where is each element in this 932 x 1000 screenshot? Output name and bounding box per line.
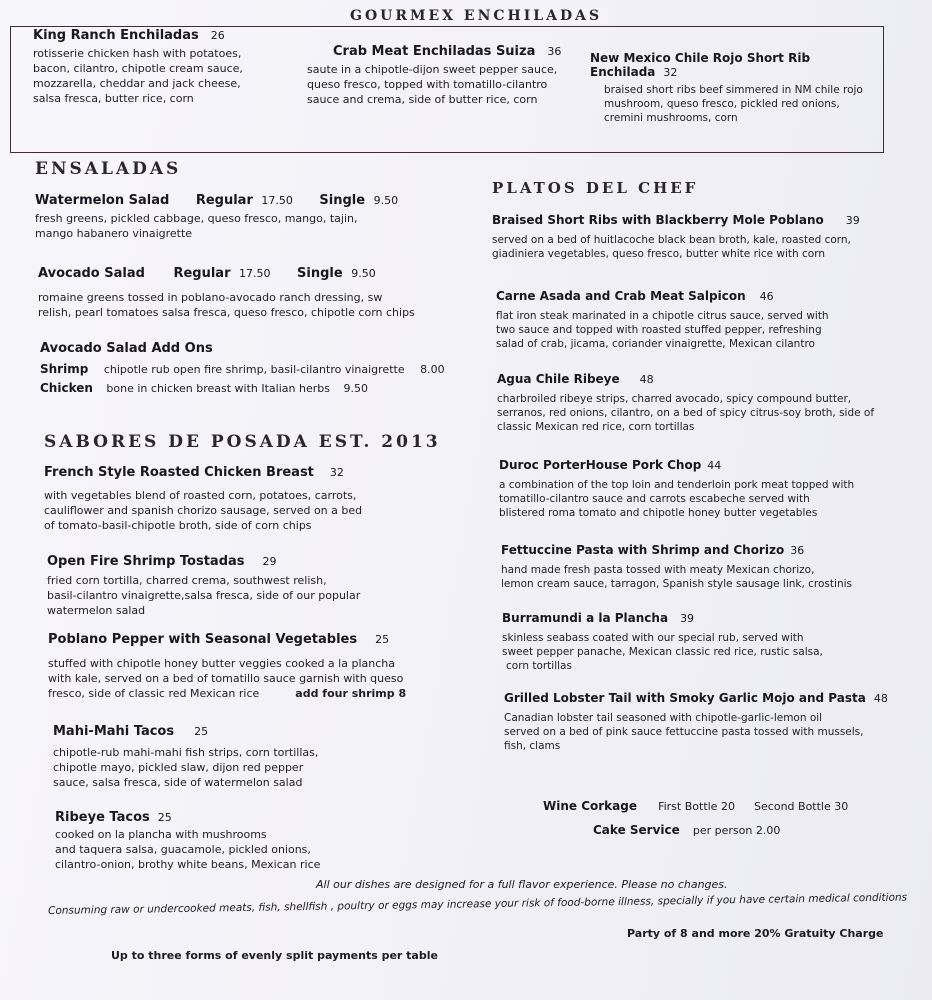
food-safety-warning: Consuming raw or undercooked meats, fish, shellfish , poultry or eggs may increase your risk of food-borne illness, specially if you have certain medical conditions [48,891,908,917]
item-desc-line: sauce, salsa fresca, side of watermelon salad [53,776,303,789]
regular-price: 17.50 [261,194,293,207]
item-name: Carne Asada and Crab Meat Salpicon [496,289,746,303]
item-price: 44 [707,459,722,472]
item-desc-line: mushroom, queso fresco, pickled red onions, [604,98,840,110]
regular-label: Regular [173,266,231,281]
regular-price: 17.50 [239,267,271,280]
avocado-addons [40,341,460,396]
no-changes-note: All our dishes are designed for a full flavor experience. Please no changes. [316,878,728,891]
item-desc-line: queso fresco, topped with tomatillo-cilantro [307,78,548,91]
item-price: 32 [329,466,344,479]
addon-desc: bone in chicken breast with Italian herbs [106,382,330,395]
wine-corkage [543,795,848,814]
item-desc-line: with vegetables blend of roasted corn, potatoes, carrots, [44,489,357,502]
item-extra: add four shrimp 8 [295,687,407,700]
item-desc-line: classic Mexican red rice, corn tortillas [497,421,695,433]
split-payments: Up to three forms of evenly split payments per table [111,949,438,962]
menu-item-poblano-pepper [48,632,468,701]
item-price: 26 [210,29,225,42]
item-price: 36 [547,45,562,58]
corkage-label: Wine Corkage [543,799,637,813]
addons-title: Avocado Salad Add Ons [40,341,213,356]
menu-item-agua-chile [497,372,897,434]
item-desc-line: served on a bed of pink sauce fettuccine pasta tossed with mussels, [504,726,864,738]
item-desc-line: fresh greens, pickled cabbage, queso fresco, mango, tajin, [35,212,358,225]
menu-item-avocado-salad [38,266,458,320]
item-desc-line: relish, pearl tomatoes salsa fresca, queso fresco, chipotle corn chips [38,306,415,319]
item-desc-line: giadiniera vegetables, queso fresco, butter white rice with corn [492,248,826,260]
item-desc-line: cauliflower and spanish chorizo sausage, served on a bed [44,504,363,517]
item-name: Agua Chile Ribeye [497,372,620,386]
menu-item-lobster-tail [504,691,904,753]
item-desc-line: chipotle-rub mahi-mahi fish strips, corn tortillas, [53,746,319,759]
item-desc-line: of tomato-basil-chipotle broth, side of corn chips [44,519,312,532]
menu-item-pork-chop [499,458,899,520]
item-desc-line: flat iron steak marinated in a chipotle citrus sauce, served with [496,310,829,322]
single-price: 9.50 [373,194,399,207]
item-desc-line: served on a bed of huitlacoche black bean broth, kale, roasted corn, [492,234,851,246]
item-name: French Style Roasted Chicken Breast [44,465,314,480]
item-desc-line: salsa fresca, butter rice, corn [33,92,194,105]
addon-price: 9.50 [343,382,368,395]
sabores-heading: SABORES DE POSADA EST. 2013 [44,432,441,452]
item-desc-line: Canadian lobster tail seasoned with chipotle-garlic-lemon oil [504,712,823,724]
item-desc-line: stuffed with chipotle honey butter veggies cooked a la plancha [48,657,395,670]
item-desc-line: with kale, served on a bed of tomatillo sauce garnish with queso [48,672,404,685]
item-name: Burramundi a la Plancha [502,611,669,625]
item-name: Open Fire Shrimp Tostadas [47,554,245,569]
gourmex-heading: GOURMEX ENCHILADAS [344,8,608,24]
item-price: 39 [680,612,695,625]
item-desc-line: mozzarella, cheddar and jack cheese, [33,77,241,90]
item-price: 36 [790,544,805,557]
item-desc-line: romaine greens tossed in poblano-avocado ranch dressing, sw [38,291,383,304]
item-price: 32 [663,66,678,79]
addon-desc: chipotle rub open fire shrimp, basil-cilantro vinaigrette [103,363,405,376]
item-desc-line: skinless seabass coated with our special rub, served with [502,632,804,644]
cake-label: Cake Service [593,823,680,837]
menu-item-watermelon-salad [35,193,455,241]
item-desc-line: blistered roma tomato and chipotle honey butter vegetables [499,507,818,519]
menu-item-carne-asada [496,289,876,351]
item-name: Avocado Salad [38,266,145,281]
item-desc-line: salad of crab, jicama, coriander vinaigrette, Mexican cilantro [496,338,815,350]
item-desc-line: sauce and crema, side of butter rice, corn [307,93,538,106]
corkage-second: Second Bottle 30 [754,800,849,813]
item-desc-line: hand made fresh pasta tossed with meaty Mexican chorizo, [501,564,815,576]
menu-item-short-rib-enchilada [590,51,872,125]
item-desc-line: chipotle mayo, pickled slaw, dijon red pepper [53,761,304,774]
addon-price: 8.00 [420,363,445,376]
menu-item-crab-enchiladas [307,44,577,107]
item-desc-line: rotisserie chicken hash with potatoes, [33,47,242,60]
item-name: Watermelon Salad [35,193,170,208]
item-price: 48 [639,373,654,386]
addon-row [40,362,460,377]
item-name: King Ranch Enchiladas [33,28,199,43]
item-name: Mahi-Mahi Tacos [53,724,175,739]
item-price: 25 [157,811,172,824]
item-name: Fettuccine Pasta with Shrimp and Chorizo [501,543,785,557]
item-price: 25 [375,633,390,646]
menu-item-fettuccine [501,543,901,591]
cake-service [593,819,780,838]
item-desc-line: cremini mushrooms, corn [604,112,738,124]
menu-item-braised-short-ribs [492,213,872,261]
cake-detail: per person 2.00 [692,824,781,837]
item-name: Ribeye Tacos [55,810,150,825]
item-desc-line: saute in a chipotle-dijon sweet pepper sauce, [307,63,558,76]
item-desc-line: tomatillo-cilantro sauce and carrots escabeche served with [499,493,810,505]
corkage-first: First Bottle 20 [658,800,735,813]
item-desc-line: lemon cream sauce, tarragon, Spanish style sausage link, crostinis [501,578,852,590]
item-name: Braised Short Ribs with Blackberry Mole Poblano [492,213,824,227]
item-name: New Mexico Chile Rojo Short Rib Enchilada [590,51,811,79]
item-desc-line: fresco, side of classic red Mexican rice [48,687,260,700]
regular-label: Regular [195,193,253,208]
single-label: Single [297,266,343,281]
item-desc-line: serranos, red onions, cilantro, on a bed of spicy citrus-soy broth, side of [497,407,875,419]
item-desc-line: charbroiled ribeye strips, charred avocado, spicy compound butter, [497,393,852,405]
menu-item-ribeye-tacos [55,810,455,872]
addon-row [40,381,460,396]
item-desc-line: bacon, cilantro, chipotle cream sauce, [33,62,243,75]
item-desc-line: braised short ribs beef simmered in NM chile rojo [604,84,863,96]
item-desc-line: two sauce and topped with roasted stuffed pepper, refreshing [496,324,822,336]
item-desc-line: cilantro-onion, brothy white beans, Mexican rice [55,858,321,871]
item-price: 48 [873,692,888,705]
item-price: 29 [262,555,277,568]
item-name: Grilled Lobster Tail with Smoky Garlic Mojo and Pasta [504,691,866,705]
item-desc-line: and taquera salsa, guacamole, pickled onions, [55,843,311,856]
addon-label: Shrimp [40,362,89,376]
item-price: 46 [759,290,774,303]
item-name: Poblano Pepper with Seasonal Vegetables [48,632,358,647]
menu-item-barramundi [502,611,902,673]
platos-heading: PLATOS DEL CHEF [492,179,699,197]
item-desc-line: corn tortillas [506,660,572,672]
single-label: Single [319,193,366,208]
ensaladas-heading: ENSALADAS [35,159,182,179]
menu-item-shrimp-tostadas [47,554,447,618]
addon-label: Chicken [40,381,93,395]
item-desc-line: fish, clams [504,740,561,752]
item-name: Duroc PorterHouse Pork Chop [499,458,702,472]
item-desc-line: mango habanero vinaigrette [35,227,193,240]
menu-item-roasted-chicken [44,465,444,533]
single-price: 9.50 [351,267,376,280]
menu-item-mahi-tacos [53,724,453,790]
party-gratuity: Party of 8 and more 20% Gratuity Charge [627,927,884,940]
item-price: 25 [194,725,209,738]
item-desc-line: basil-cilantro vinaigrette,salsa fresca, side of our popular [47,589,361,602]
item-price: 39 [845,214,860,227]
item-desc-line: a combination of the top loin and tenderloin pork meat topped with [499,479,855,491]
item-name: Crab Meat Enchiladas Suiza [333,44,536,59]
item-desc-line: sweet pepper panache, Mexican classic red rice, rustic salsa, [502,646,823,658]
menu-item-king-ranch [33,28,283,106]
item-desc-line: fried corn tortilla, charred crema, southwest relish, [47,574,327,587]
item-desc-line: cooked on la plancha with mushrooms [55,828,267,841]
item-desc-line: watermelon salad [47,604,146,617]
